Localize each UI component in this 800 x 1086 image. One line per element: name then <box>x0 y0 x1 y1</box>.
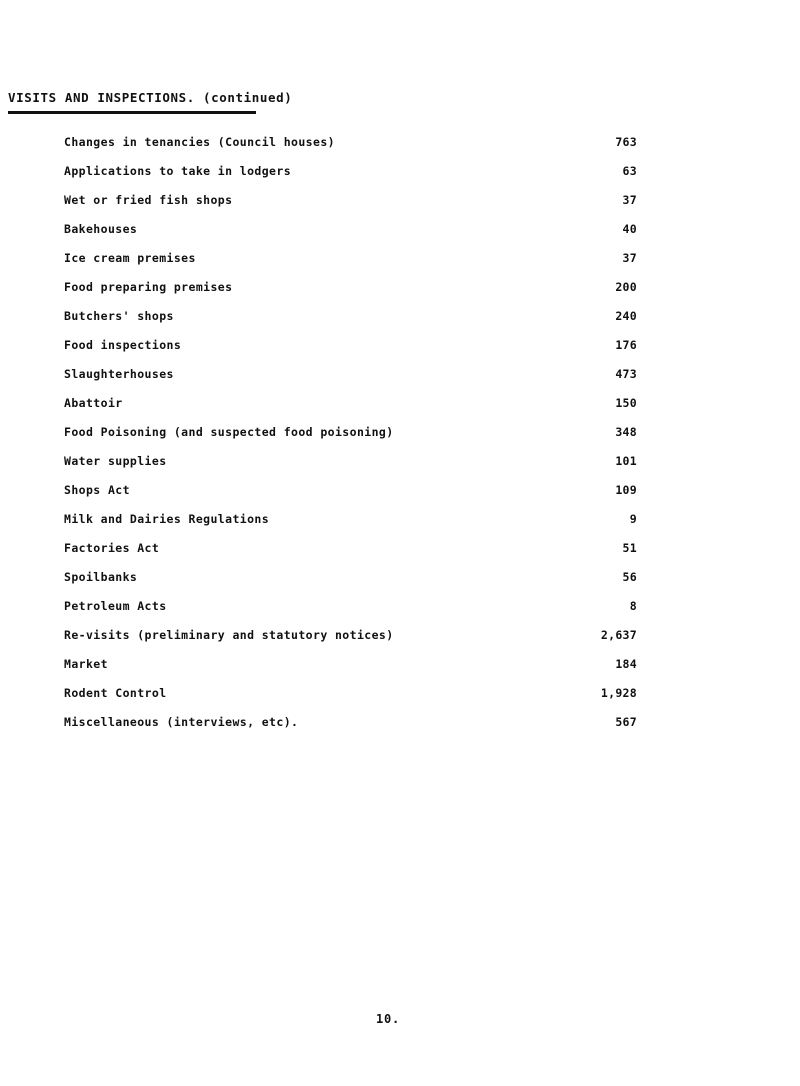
item-label: Bakehouses <box>64 222 138 236</box>
item-value: 101 <box>615 454 637 468</box>
list-item <box>0 422 800 442</box>
item-label: Spoilbanks <box>64 570 138 584</box>
item-label: Butchers' shops <box>64 309 174 323</box>
list-item <box>0 190 800 210</box>
item-value: 200 <box>615 280 637 294</box>
list-item <box>0 683 800 703</box>
item-label: Factories Act <box>64 541 160 555</box>
item-label: Food Poisoning (and suspected food poisoning) <box>64 425 394 439</box>
list-item <box>0 480 800 500</box>
item-value: 51 <box>622 541 637 555</box>
item-label: Petroleum Acts <box>64 599 167 613</box>
item-label: Ice cream premises <box>64 251 196 265</box>
list-item <box>0 654 800 674</box>
item-value: 109 <box>615 483 637 497</box>
item-value: 37 <box>622 251 637 265</box>
page-number: 10. <box>376 1012 401 1026</box>
item-label: Shops Act <box>64 483 130 497</box>
list-item <box>0 712 800 732</box>
list-item <box>0 335 800 355</box>
item-value: 184 <box>615 657 637 671</box>
item-value: 348 <box>615 425 637 439</box>
item-value: 8 <box>629 599 637 613</box>
list-item <box>0 161 800 181</box>
item-label: Market <box>64 657 108 671</box>
item-label: Food preparing premises <box>64 280 233 294</box>
list-item <box>0 596 800 616</box>
section-heading: VISITS AND INSPECTIONS. (continued) <box>8 90 293 105</box>
item-value: 473 <box>615 367 637 381</box>
item-label: Food inspections <box>64 338 182 352</box>
list-item <box>0 364 800 384</box>
list-item <box>0 248 800 268</box>
item-value: 150 <box>615 396 637 410</box>
item-value: 567 <box>615 715 637 729</box>
list-item <box>0 538 800 558</box>
item-label: Slaughterhouses <box>64 367 174 381</box>
item-value: 1,928 <box>600 686 637 700</box>
list-item <box>0 306 800 326</box>
item-value: 37 <box>622 193 637 207</box>
list-item <box>0 625 800 645</box>
list-item <box>0 451 800 471</box>
item-label: Rodent Control <box>64 686 167 700</box>
list-item <box>0 277 800 297</box>
list-item <box>0 509 800 529</box>
item-label: Changes in tenancies (Council houses) <box>64 135 335 149</box>
item-value: 763 <box>615 135 637 149</box>
list-item <box>0 132 800 152</box>
item-label: Wet or fried fish shops <box>64 193 233 207</box>
list-item <box>0 393 800 413</box>
item-label: Re-visits (preliminary and statutory notices) <box>64 628 394 642</box>
list-item <box>0 567 800 587</box>
item-value: 56 <box>622 570 637 584</box>
item-value: 2,637 <box>600 628 637 642</box>
item-label: Milk and Dairies Regulations <box>64 512 270 526</box>
item-value: 63 <box>622 164 637 178</box>
item-label: Applications to take in lodgers <box>64 164 292 178</box>
item-value: 176 <box>615 338 637 352</box>
item-value: 9 <box>629 512 637 526</box>
item-value: 40 <box>622 222 637 236</box>
item-label: Abattoir <box>64 396 123 410</box>
item-label: Water supplies <box>64 454 167 468</box>
item-value: 240 <box>615 309 637 323</box>
list-item <box>0 219 800 239</box>
item-label: Miscellaneous (interviews, etc). <box>64 715 299 729</box>
